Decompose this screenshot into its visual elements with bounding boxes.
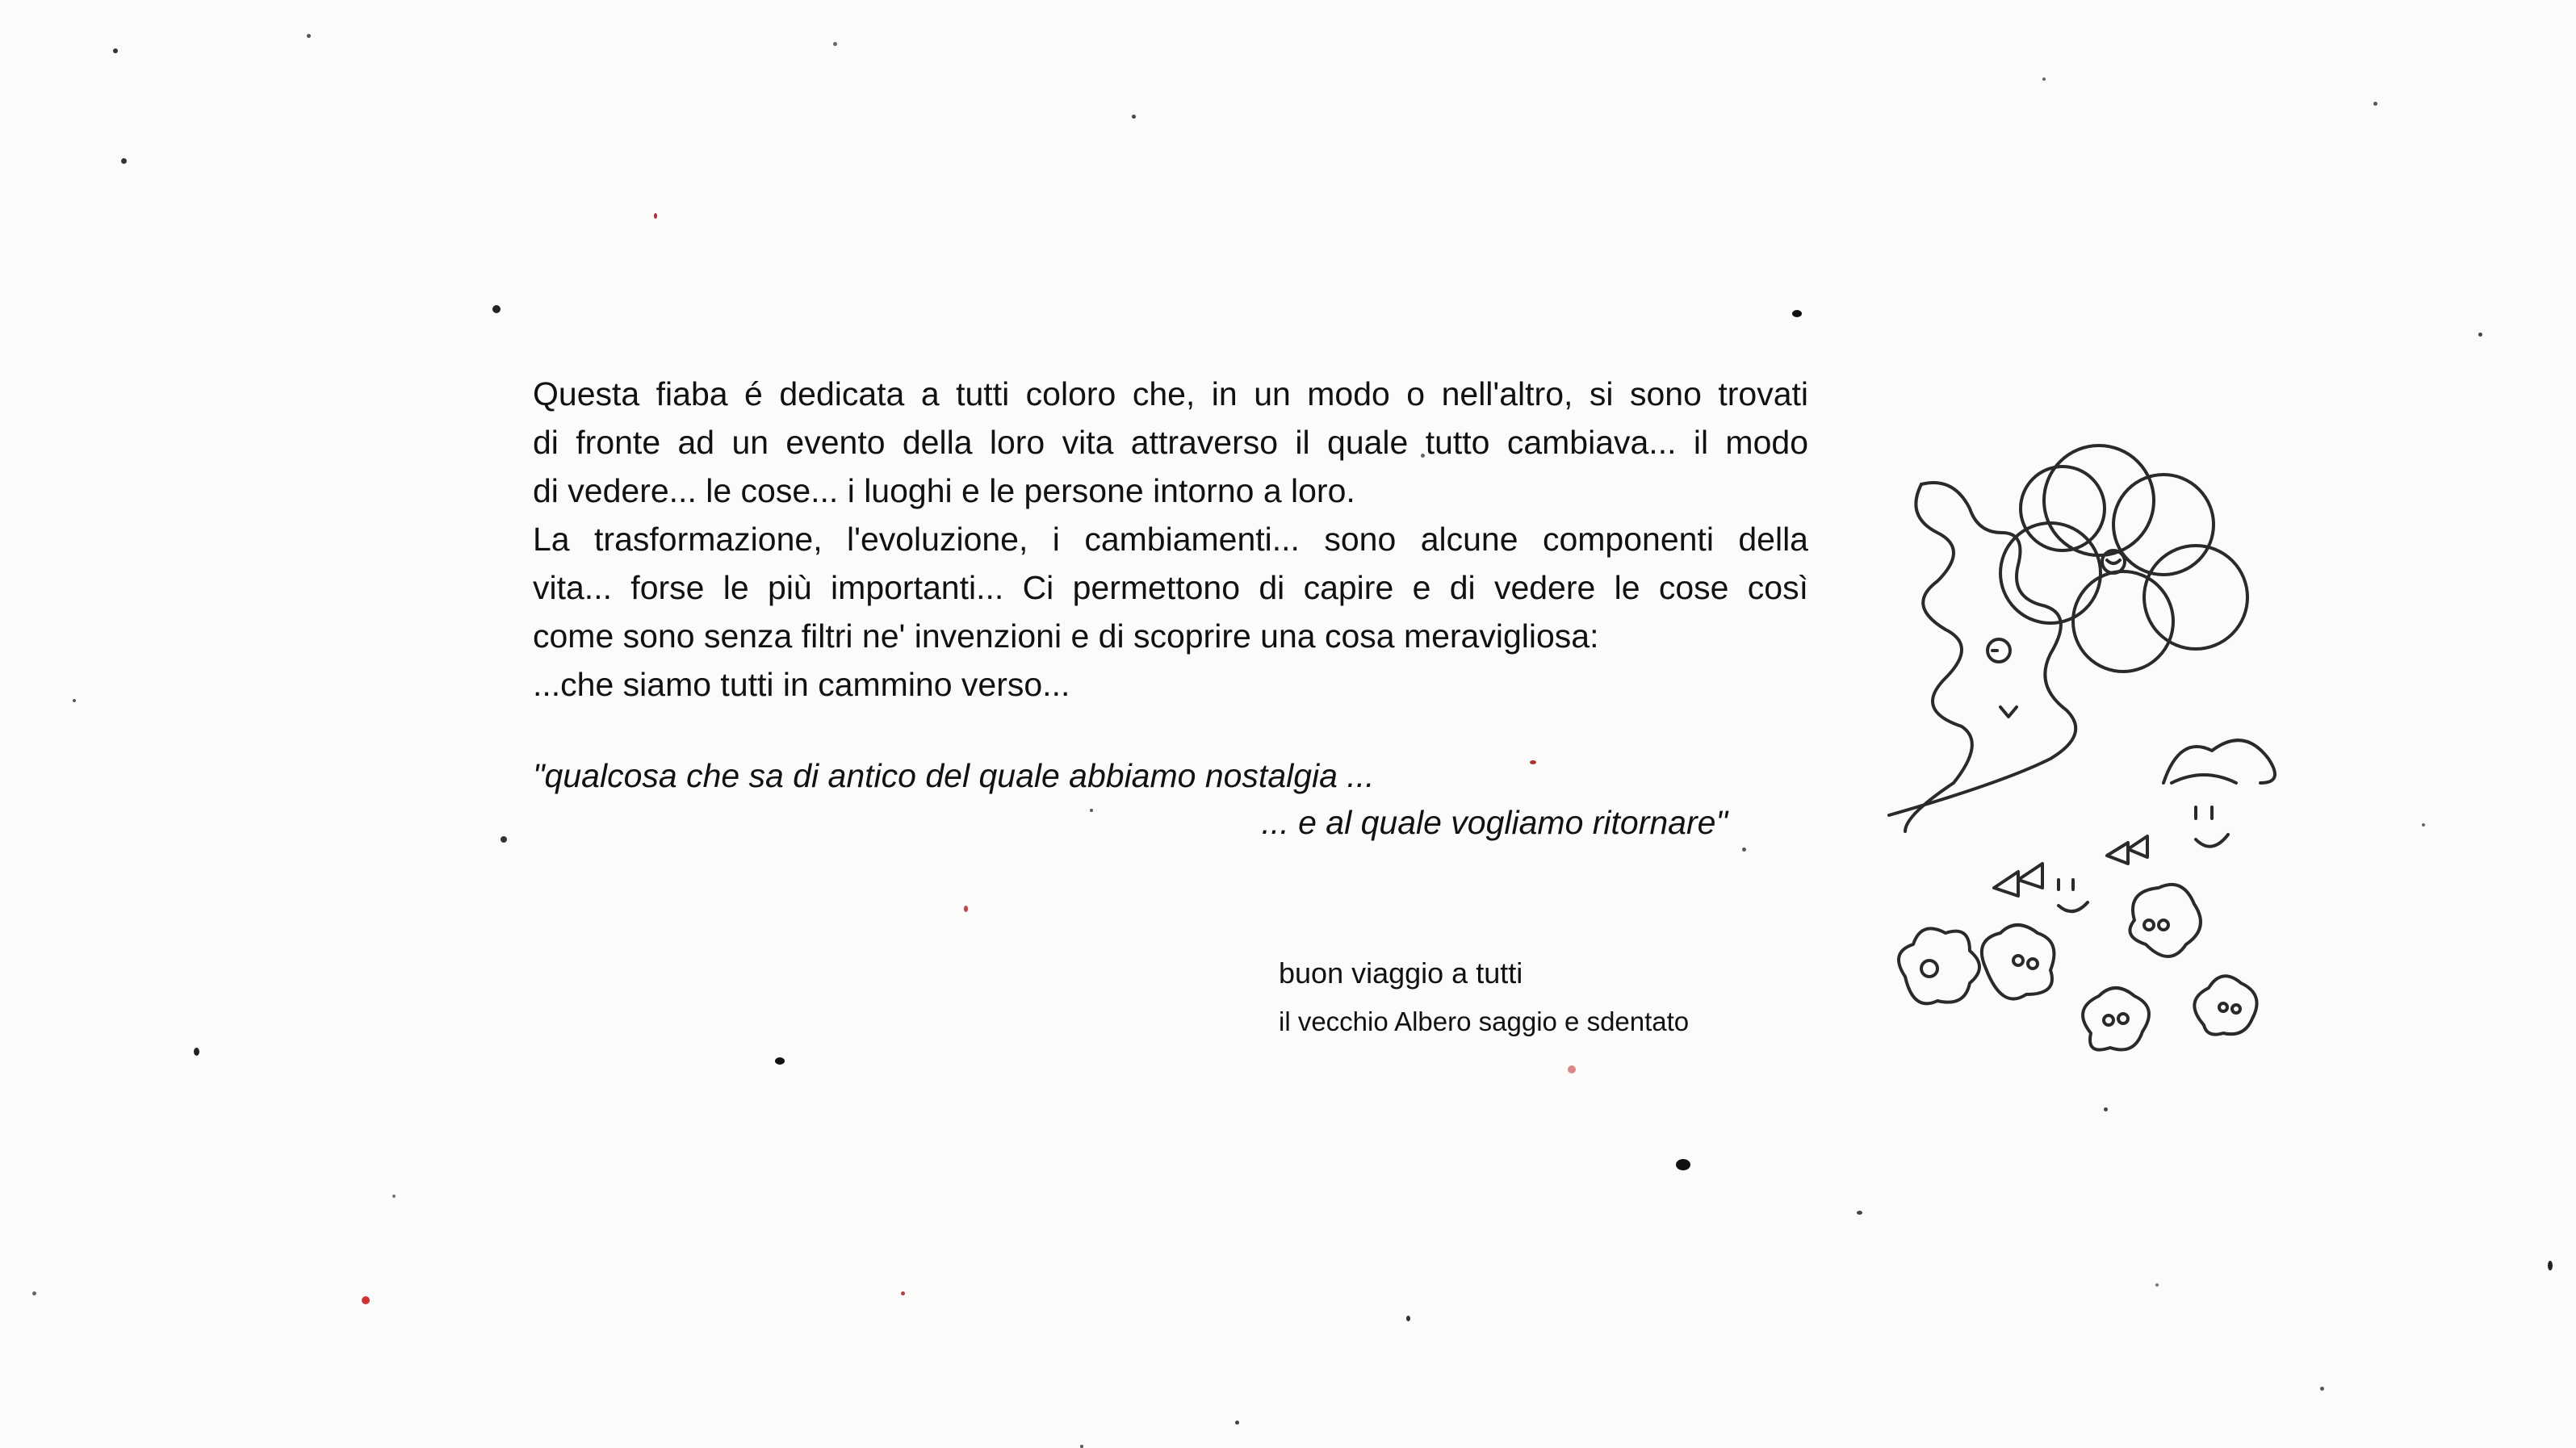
dedication-line: vita... forse le più importanti... Ci permettono di capire e di vedere le cose così (533, 569, 1808, 606)
dedication-line: ...che siamo tutti in cammino verso... (533, 666, 1070, 703)
dedication-line: di vedere... le cose... i luoghi e le persone intorno a loro. (533, 472, 1355, 509)
dedication-line: La trasformazione, l'evoluzione, i cambiamenti... sono alcune componenti della (533, 521, 1808, 558)
quote-block (533, 752, 1728, 846)
small-character (2163, 740, 2275, 847)
greeting: buon viaggio a tutti (1279, 956, 1523, 990)
tree-figure (1889, 483, 2075, 831)
bow-faces (1994, 836, 2147, 911)
dedication-line: come sono senza filtri ne' invenzioni e di scoprire una cosa meravigliosa: (533, 617, 1599, 655)
quote-line-1: "qualcosa che sa di antico del quale abbiamo nostalgia ... (533, 757, 1375, 794)
quote-line-2: ... e al quale vogliamo ritornare" (1261, 804, 1728, 841)
dedication-line: Questa fiaba é dedicata a tutti coloro che, in un modo o nell'altro, si sono trovati (533, 375, 1808, 412)
signature: il vecchio Albero saggio e sdentato (1279, 1006, 1690, 1036)
pencil-tree-flowers-drawing-icon (1857, 404, 2309, 1114)
big-flower (2000, 446, 2247, 672)
signoff (1279, 949, 1689, 1046)
dedication-line: di fronte ad un evento della loro vita attraverso il quale tutto cambiava... il modo (533, 424, 1808, 461)
dedication-text (533, 370, 1808, 709)
